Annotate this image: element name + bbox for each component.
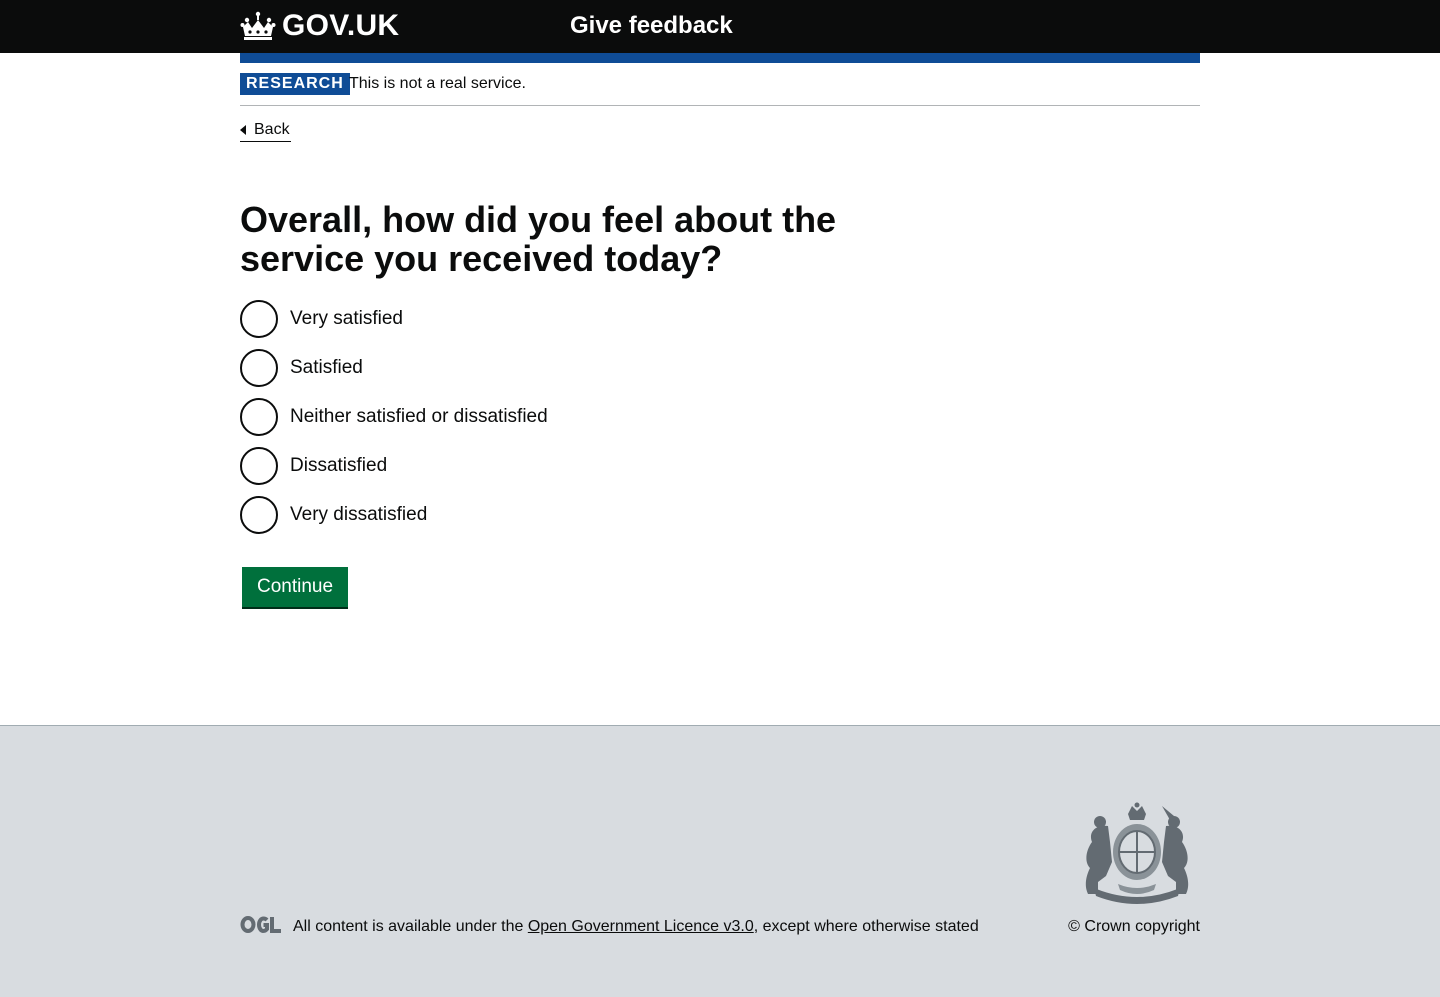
- copyright-link[interactable]: © Crown copyright: [1068, 918, 1200, 935]
- site-header: [0, 0, 1440, 53]
- page-title: Overall, how did you feel about the service you received today?: [240, 199, 837, 279]
- radio-label: Neither satisfied or dissatisfied: [290, 406, 548, 427]
- radio-dissatisfied[interactable]: [240, 447, 548, 485]
- ogl-logo-icon: [240, 915, 282, 934]
- licence-link[interactable]: Open Government Licence v3.0: [527, 918, 754, 935]
- radio-label: Dissatisfied: [290, 455, 388, 476]
- radio-satisfied[interactable]: [240, 349, 548, 387]
- radio-button[interactable]: [240, 398, 278, 436]
- phase-tag: RESEARCH: [240, 73, 350, 95]
- back-link[interactable]: [240, 118, 291, 142]
- satisfaction-radios: [240, 300, 548, 545]
- site-footer: [0, 725, 1440, 997]
- header-blue-bar: [240, 53, 1200, 63]
- crown-icon: [240, 11, 276, 41]
- chevron-left-icon: [240, 125, 246, 135]
- radio-label: Very dissatisfied: [290, 504, 428, 525]
- radio-very-dissatisfied[interactable]: [240, 496, 548, 534]
- service-name-link[interactable]: Give feedback: [570, 12, 733, 39]
- govuk-logo-link[interactable]: [240, 10, 399, 42]
- continue-button[interactable]: Continue: [242, 567, 348, 607]
- radio-very-satisfied[interactable]: [240, 300, 548, 338]
- licence-suffix: , except where otherwise stated: [753, 918, 979, 935]
- radio-button[interactable]: [240, 496, 278, 534]
- govuk-logo-text: GOV.UK: [282, 9, 400, 42]
- radio-button[interactable]: [240, 447, 278, 485]
- royal-coat-of-arms-icon: [1074, 802, 1200, 904]
- licence-prefix: All content is available under the: [293, 918, 528, 935]
- radio-label: Satisfied: [290, 357, 363, 378]
- radio-button[interactable]: [240, 349, 278, 387]
- radio-button[interactable]: [240, 300, 278, 338]
- back-link-text: Back: [254, 120, 290, 138]
- licence-text: [293, 917, 979, 937]
- radio-neither[interactable]: [240, 398, 548, 436]
- radio-label: Very satisfied: [290, 308, 403, 329]
- phase-banner: [240, 63, 1200, 106]
- phase-banner-text: This is not a real service.: [349, 75, 526, 92]
